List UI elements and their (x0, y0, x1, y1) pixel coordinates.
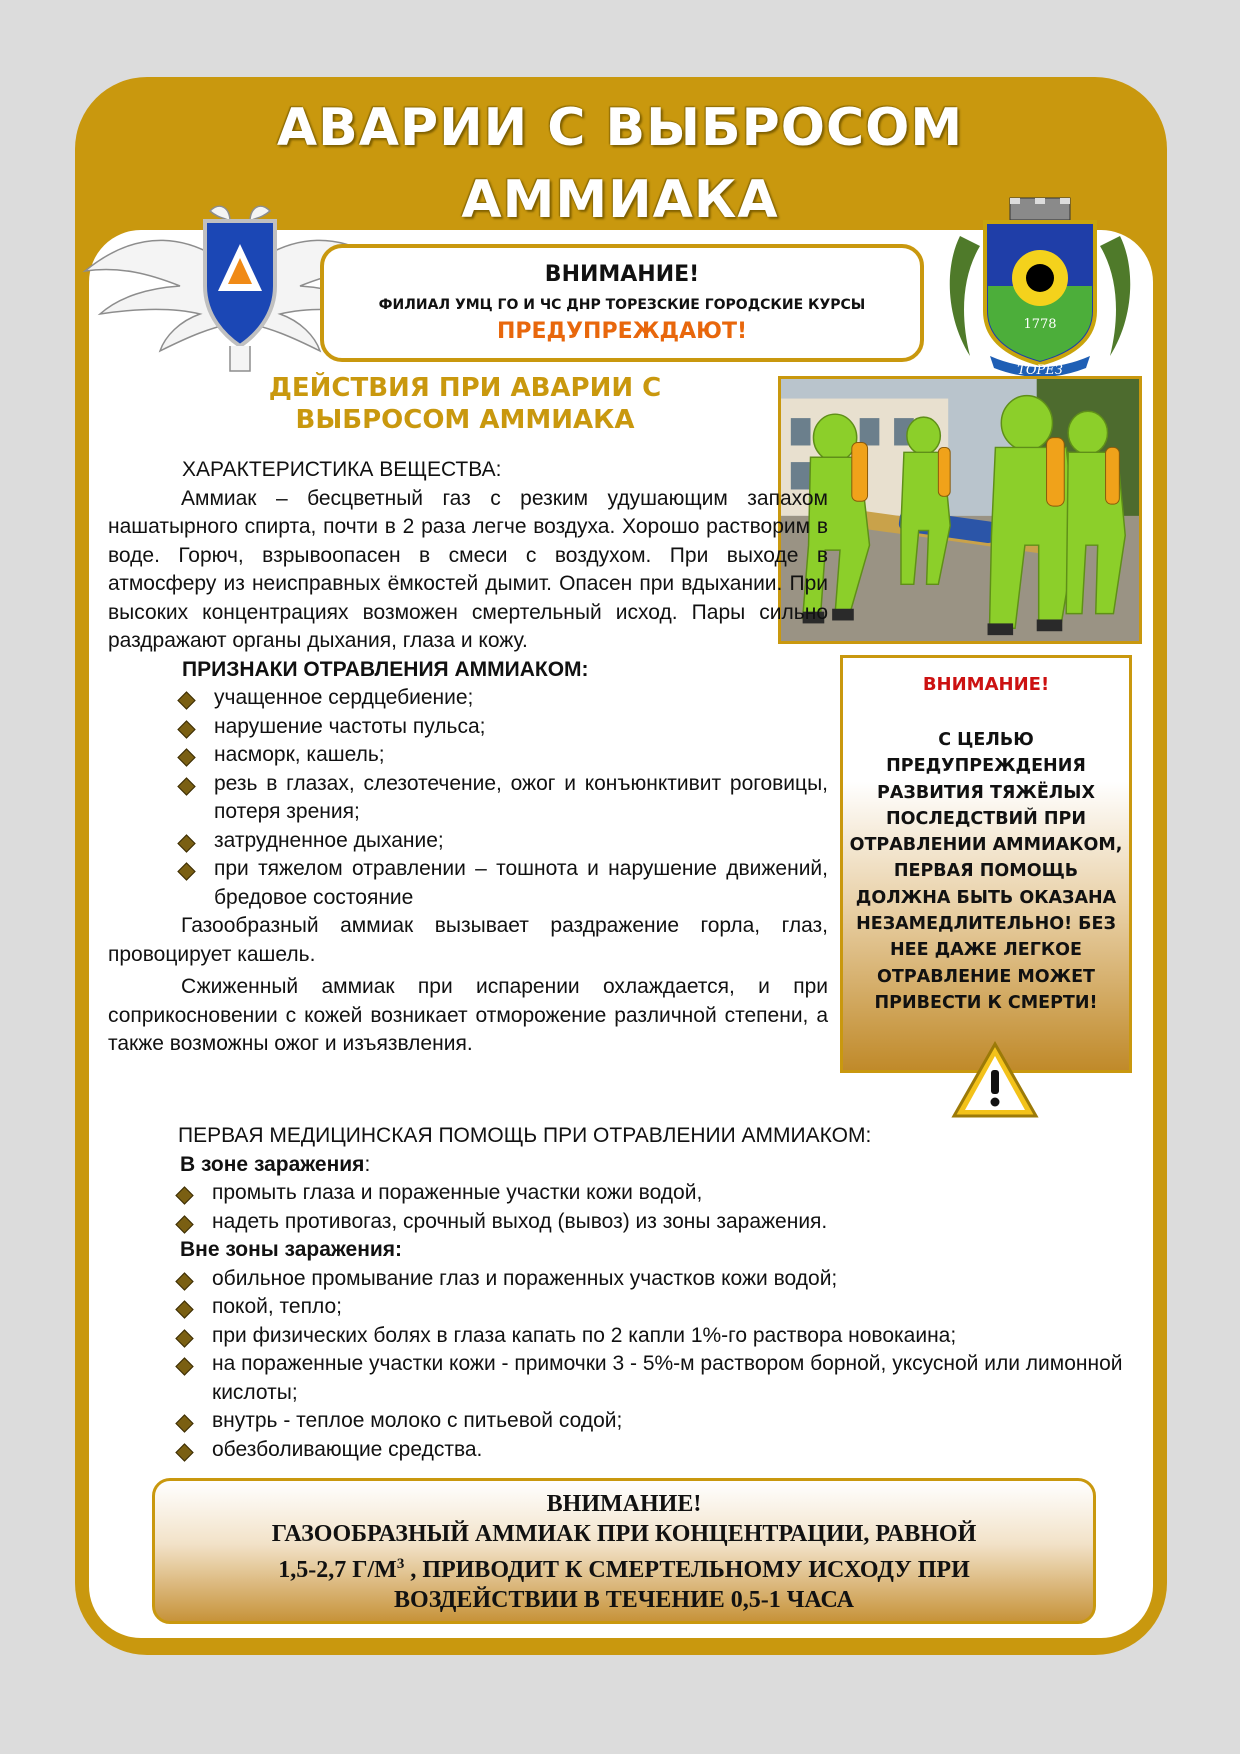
side-warning-text: С ЦЕЛЬЮ ПРЕДУПРЕЖДЕНИЯ РАЗВИТИЯ ТЯЖЁЛЫХ ПОСЛЕДСТВИЙ ПРИ ОТРАВЛЕНИИ АММИАКОМ, ПЕРВАЯ ПОМОЩЬ ДОЛЖНА БЫТЬ ОКАЗАНА НЕЗАМЕДЛИТЕЛЬНО! БЕЗ НЕЕ ДАЖЕ ЛЕГКОЕ ОТРАВЛЕНИЕ МОЖЕТ ПРИВЕСТИ К СМЕРТИ! (849, 730, 1123, 1013)
characteristics-heading: ХАРАКТЕРИСТИКА ВЕЩЕСТВА: (182, 458, 502, 481)
first-aid-heading: ПЕРВАЯ МЕДИЦИНСКАЯ ПОМОЩЬ ПРИ ОТРАВЛЕНИИ АММИАКОМ: (178, 1124, 872, 1147)
header-warning-organization: ФИЛИАЛ УМЦ ГО И ЧС ДНР ТОРЕЗСКИЕ ГОРОДСКИЕ КУРСЫ (378, 297, 866, 313)
list-item: резь в глазах, слезотечение, ожог и конъюнктивит роговицы, потеря зрения; (108, 770, 828, 827)
list-item: при тяжелом отравлении – тошнота и нарушение движений, бредовое состояние (108, 855, 828, 912)
bottom-warning-line1: ВНИМАНИЕ! (546, 1491, 702, 1517)
side-warning-title: ВНИМАНИЕ! (922, 674, 1050, 695)
diamond-bullet-icon (177, 691, 195, 709)
bottom-warning-line4: ВОЗДЕЙСТВИИ В ТЕЧЕНИЕ 0,5-1 ЧАСА (394, 1587, 854, 1613)
in-zone-list (108, 1179, 1148, 1236)
diamond-bullet-icon (175, 1300, 193, 1318)
diamond-bullet-icon (175, 1357, 193, 1375)
city-coat-of-arms-icon (940, 196, 1140, 376)
list-item: покой, тепло; (108, 1293, 1148, 1322)
diamond-bullet-icon (175, 1329, 193, 1347)
header-warning-action: ПРЕДУПРЕЖДАЮТ! (496, 319, 748, 344)
characteristics-text: Аммиак – бесцветный газ с резким удушающим запахом нашатырного спирта, почти в 2 раза легче воздуха. Хорошо растворим в воде. Горюч, взрывоопасен в смеси с воздухом. При выходе в атмосферу из неисправных ёмкостей дымит. Опасен при вдыхании. При высоких концентрациях возможен смертельный исход. Пары сильно раздражают органы дыхания, глаза и кожу. (108, 486, 828, 652)
symptoms-paragraph-2: Сжиженный аммиак при испарении охлаждается, и при соприкосновении с кожей возникает отморожение различной степени, а также возможны ожог и изъязвления. (108, 975, 828, 1055)
list-item: обезболивающие средства. (108, 1436, 1148, 1465)
list-item: на пораженные участки кожи - примочки 3 - 5%-м раствором борной, уксусной или лимонной кислоты; (108, 1350, 1204, 1407)
in-zone-label: В зоне заражения: (180, 1152, 371, 1176)
symptoms-heading: ПРИЗНАКИ ОТРАВЛЕНИЯ АММИАКОМ: (182, 657, 589, 681)
header-warning-box (320, 244, 924, 362)
list-item: при физических болях в глаза капать по 2 капли 1%-го раствора новокаина; (108, 1322, 1148, 1351)
list-item: обильное промывание глаз и пораженных участков кожи водой; (108, 1265, 1148, 1294)
bottom-warning-line3: 1,5-2,7 $Г/М^3$ , ПРИВОДИТ К СМЕРТЕЛЬНОМУ ИСХОДУ ПРИ (278, 1556, 970, 1583)
characteristics-section (108, 456, 828, 1059)
diamond-bullet-icon (177, 777, 195, 795)
bottom-warning-box (152, 1478, 1096, 1624)
diamond-bullet-icon (175, 1186, 193, 1204)
out-zone-label: Вне зоны заражения: (180, 1238, 403, 1261)
list-item: затрудненное дыхание; (108, 827, 828, 856)
symptoms-paragraph-1: Газообразный аммиак вызывает раздражение горла, глаз, провоцирует кашель. (108, 914, 828, 966)
diamond-bullet-icon (175, 1215, 193, 1233)
warning-triangle-icon (950, 1040, 1040, 1120)
diamond-bullet-icon (175, 1414, 193, 1432)
symptoms-list (108, 684, 828, 912)
diamond-bullet-icon (175, 1443, 193, 1461)
section-title-line2: ВЫБРОСОМ АММИАКА (295, 405, 635, 435)
list-item: нарушение частоты пульса; (108, 713, 828, 742)
first-aid-section (108, 1122, 1148, 1464)
diamond-bullet-icon (175, 1272, 193, 1290)
list-item: насморк, кашель; (108, 741, 828, 770)
list-item: промыть глаза и пораженные участки кожи водой, (108, 1179, 1148, 1208)
coat-city: ТОРЕЗ (1017, 363, 1063, 376)
diamond-bullet-icon (177, 720, 195, 738)
diamond-bullet-icon (177, 748, 195, 766)
diamond-bullet-icon (177, 834, 195, 852)
diamond-bullet-icon (177, 862, 195, 880)
bottom-warning-line2: ГАЗООБРАЗНЫЙ АММИАК ПРИ КОНЦЕНТРАЦИИ, РАВНОЙ (271, 1521, 977, 1547)
section-title-line1: ДЕЙСТВИЯ ПРИ АВАРИИ С (268, 373, 662, 403)
list-item: учащенное сердцебиение; (108, 684, 828, 713)
coat-year: 1778 (1023, 317, 1057, 332)
list-item: надеть противогаз, срочный выход (вывоз) из зоны заражения. (108, 1208, 1148, 1237)
out-zone-list (108, 1265, 1148, 1465)
section-title (225, 372, 705, 436)
poster-title-line1: АВАРИИ С ВЫБРОСОМ (276, 98, 964, 158)
header-warning-title: ВНИМАНИЕ! (544, 262, 700, 287)
rescuers-photo (778, 376, 1142, 644)
list-item: внутрь - теплое молоко с питьевой содой; (108, 1407, 1148, 1436)
poster-title-line2: АММИАКА (461, 170, 779, 230)
side-warning-box (840, 655, 1132, 1073)
